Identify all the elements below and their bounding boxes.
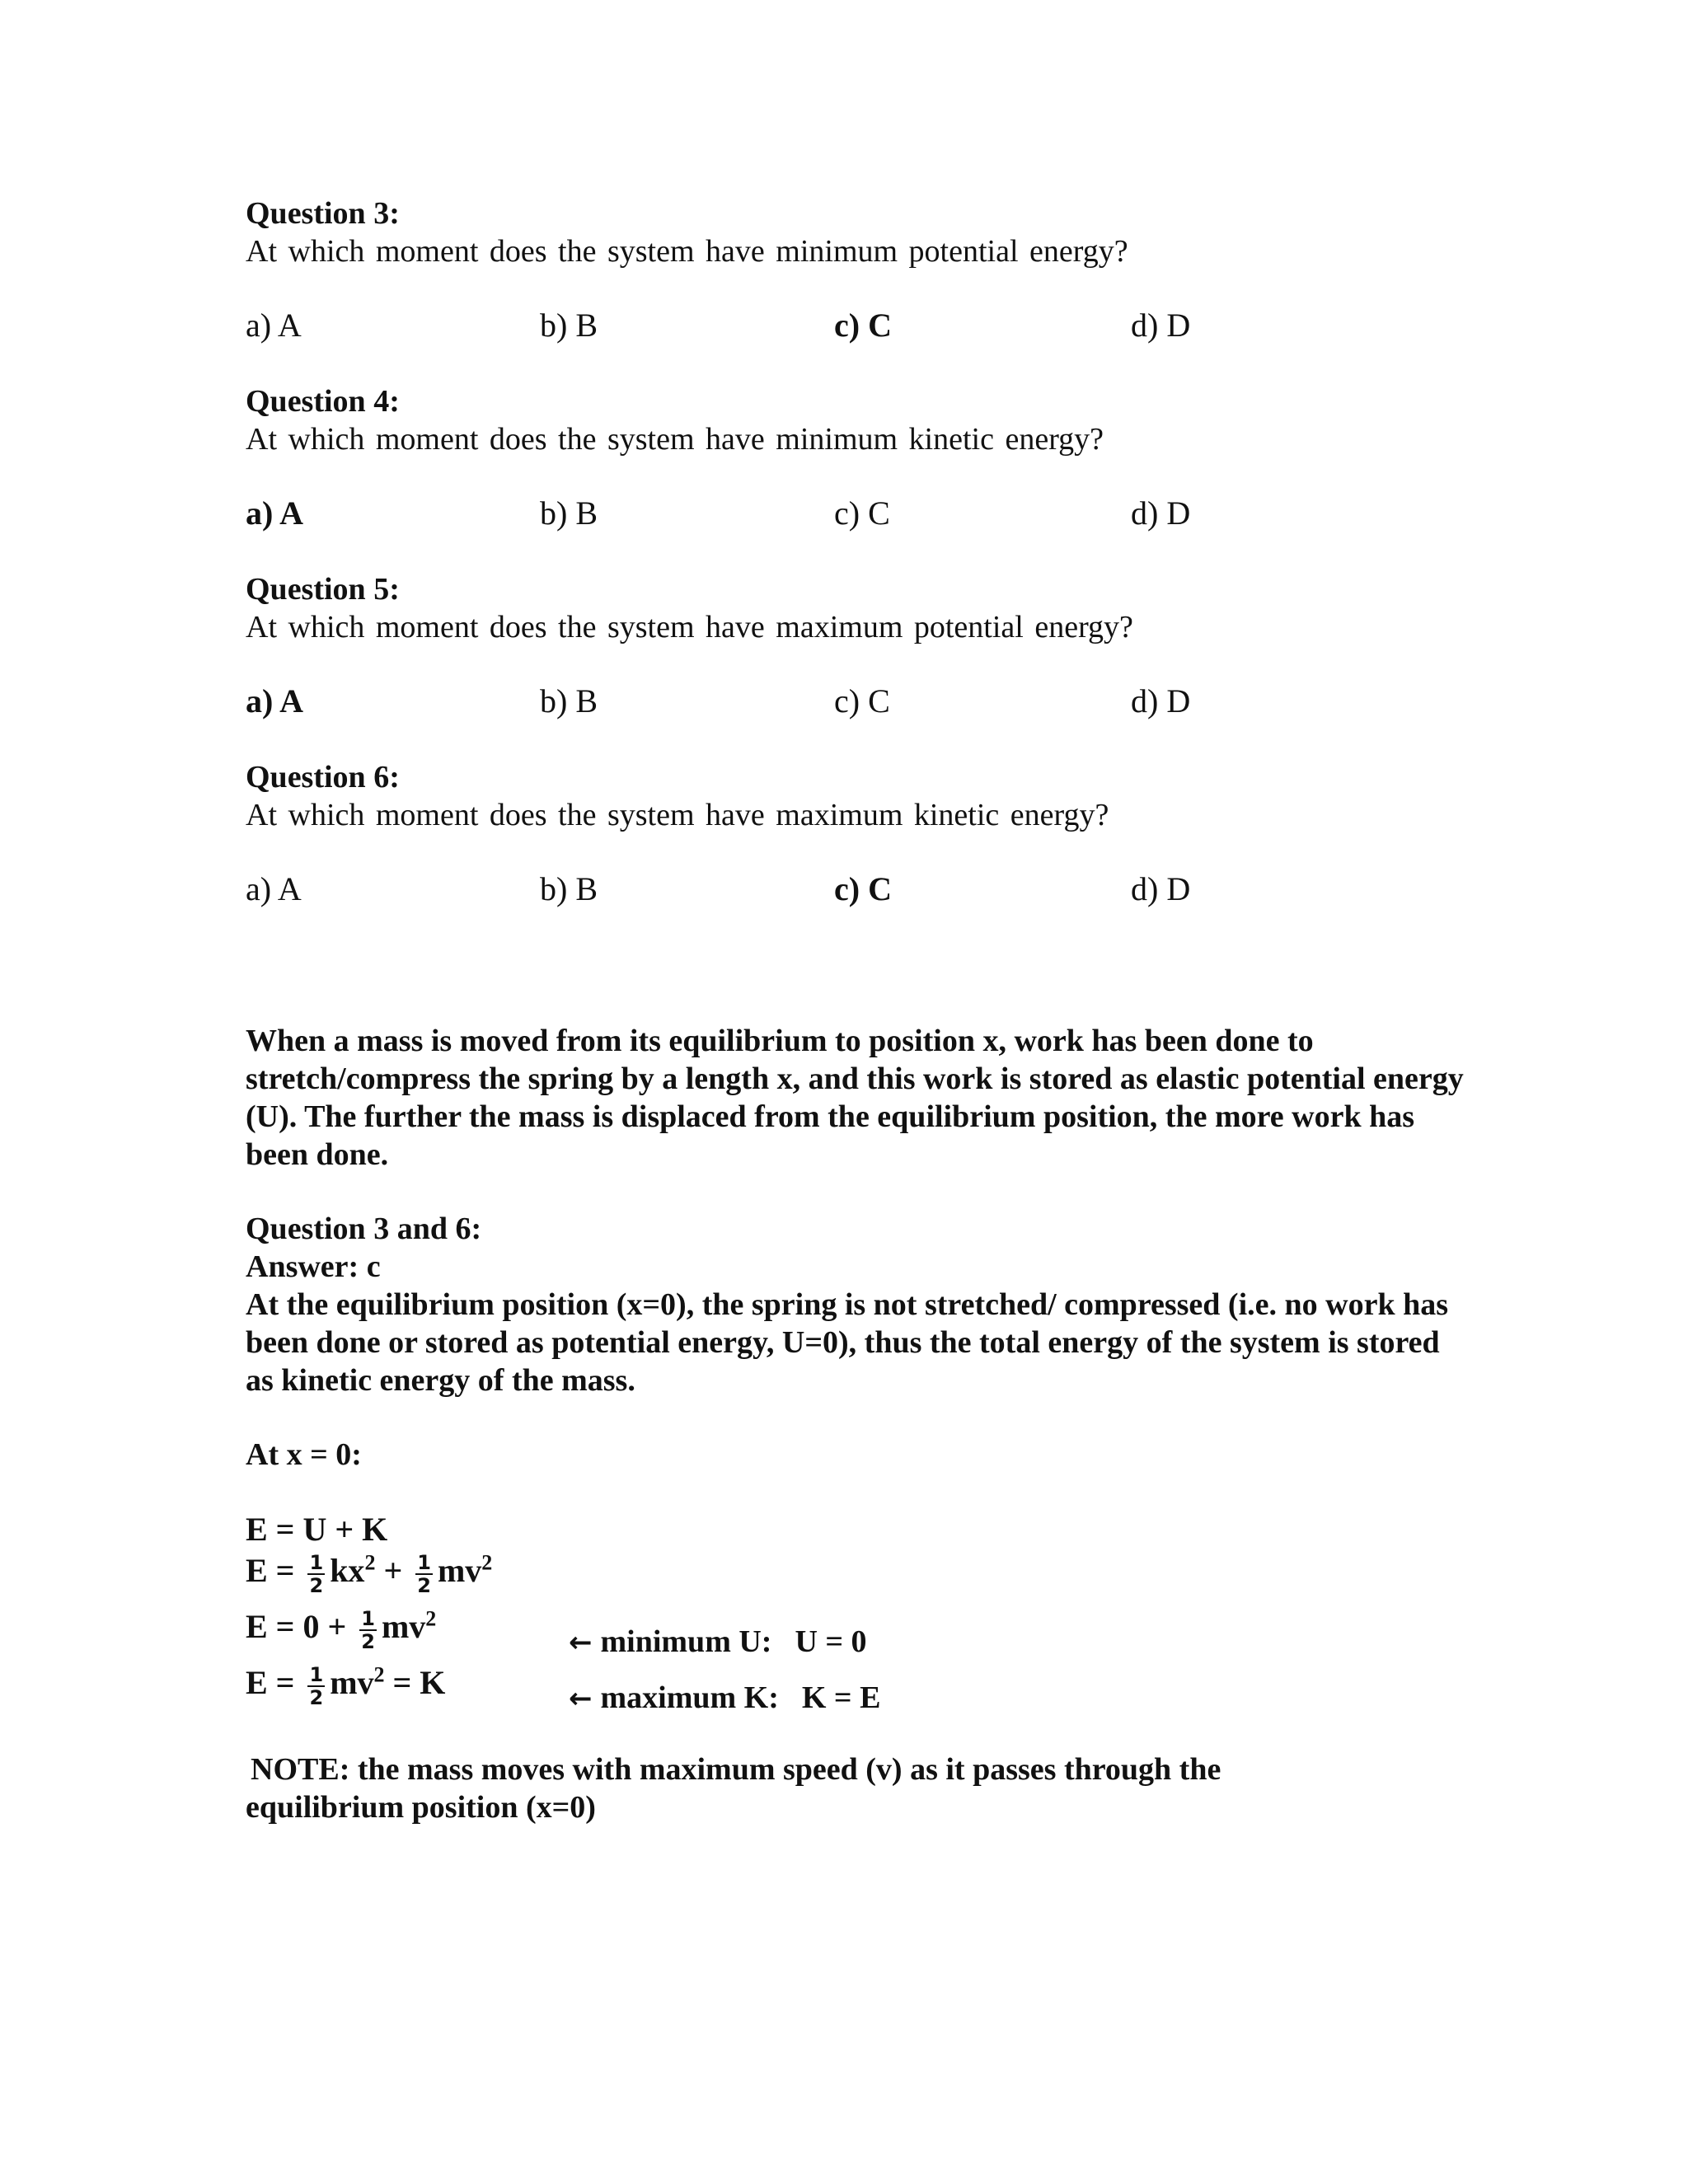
question-5-option-d: d) D <box>1131 682 1191 719</box>
exponent: 2 <box>373 1662 385 1687</box>
equation-3-mv: mv <box>381 1608 426 1645</box>
equation-2-kx: kx <box>330 1552 365 1589</box>
question-4-text: At which moment does the system have minimum kinetic energy? <box>246 422 1104 457</box>
annotation-minimum-value: U = 0 <box>795 1624 867 1659</box>
explanation-heading: Question 3 and 6: <box>246 1212 482 1246</box>
question-5-option-a-correct: a) A <box>246 682 303 719</box>
fraction-half <box>415 1552 433 1596</box>
question-3-option-a: a) A <box>246 307 302 344</box>
equation-3 <box>246 1607 436 1652</box>
fraction-denominator: 2 <box>417 1573 431 1597</box>
fraction-half <box>359 1608 377 1652</box>
question-5-text: At which moment does the system have maximum potential energy? <box>246 610 1133 644</box>
question-6-option-b: b) B <box>540 870 598 907</box>
annotation-minimum-label: minimum U: <box>600 1624 772 1659</box>
equation-2-plus: + <box>383 1552 403 1589</box>
equation-4 <box>246 1663 445 1708</box>
annotation-maximum-k <box>569 1678 880 1718</box>
equation-4-lhs: E = <box>246 1664 295 1701</box>
question-5-option-b: b) B <box>540 682 598 719</box>
question-6-option-d: d) D <box>1131 870 1191 907</box>
fraction-numerator: 1 <box>417 1550 431 1574</box>
explanation-answer: Answer: c <box>246 1249 381 1284</box>
question-3-text: At which moment does the system have minimum potential energy? <box>246 234 1128 269</box>
exponent: 2 <box>364 1550 376 1575</box>
equation-1 <box>246 1510 387 1549</box>
fraction-numerator: 1 <box>309 1662 324 1686</box>
equation-4-mv: mv <box>330 1664 374 1701</box>
question-3-option-b: b) B <box>540 307 598 344</box>
question-4-option-b: b) B <box>540 494 598 532</box>
annotation-maximum-value: K = E <box>801 1680 881 1715</box>
question-5-title: Question 5: <box>246 572 400 607</box>
fraction-half <box>307 1664 325 1708</box>
annotation-minimum-u <box>569 1622 867 1662</box>
question-4-option-c: c) C <box>834 494 890 532</box>
question-6-option-c-correct: c) C <box>834 870 892 907</box>
explanation-intro: When a mass is moved from its equilibrium to position x, work has been done to stretch/compress the spring by a length x, and this work is stored as elastic potential energy (U). The further the mass is displaced from the equilibrium position, the more work has been done. <box>246 1024 1464 1172</box>
equation-2-mv: mv <box>437 1552 482 1589</box>
equation-2-lhs: E = <box>246 1552 295 1589</box>
fraction-numerator: 1 <box>309 1550 324 1574</box>
at-x-zero-label: At x = 0: <box>246 1437 362 1472</box>
exponent: 2 <box>481 1550 493 1575</box>
question-4-option-a-correct: a) A <box>246 494 303 532</box>
left-arrow-icon: ← <box>569 1626 593 1659</box>
question-6-text: At which moment does the system have maximum kinetic energy? <box>246 798 1109 832</box>
question-6-option-a: a) A <box>246 870 302 907</box>
fraction-denominator: 2 <box>309 1573 324 1597</box>
question-6-title: Question 6: <box>246 760 400 794</box>
fraction-denominator: 2 <box>309 1685 324 1709</box>
explanation-body: At the equilibrium position (x=0), the spring is not stretched/ compressed (i.e. no work has been done or stored as potential energy, U=0), thus the total energy of the system is stored as kinetic energy of the mass. <box>246 1287 1449 1398</box>
fraction-numerator: 1 <box>361 1606 375 1630</box>
fraction-denominator: 2 <box>361 1629 375 1653</box>
equation-1-text: E = U + K <box>246 1511 388 1548</box>
question-3-option-c-correct: c) C <box>834 307 892 344</box>
question-3-title: Question 3: <box>246 196 400 231</box>
question-3-option-d: d) D <box>1131 307 1191 344</box>
question-5-option-c: c) C <box>834 682 890 719</box>
fraction-half <box>307 1552 325 1596</box>
left-arrow-icon: ← <box>569 1682 593 1715</box>
exponent: 2 <box>425 1606 437 1631</box>
question-4-option-d: d) D <box>1131 494 1191 532</box>
note-text: NOTE: the mass moves with maximum speed (v) as it passes through the equilibrium position (x=0) <box>246 1752 1221 1825</box>
annotation-maximum-label: maximum K: <box>600 1680 779 1715</box>
equation-4-rhs: = K <box>392 1664 446 1701</box>
equation-2 <box>246 1551 492 1596</box>
question-4-title: Question 4: <box>246 384 400 419</box>
equation-3-lhs: E = 0 + <box>246 1608 347 1645</box>
